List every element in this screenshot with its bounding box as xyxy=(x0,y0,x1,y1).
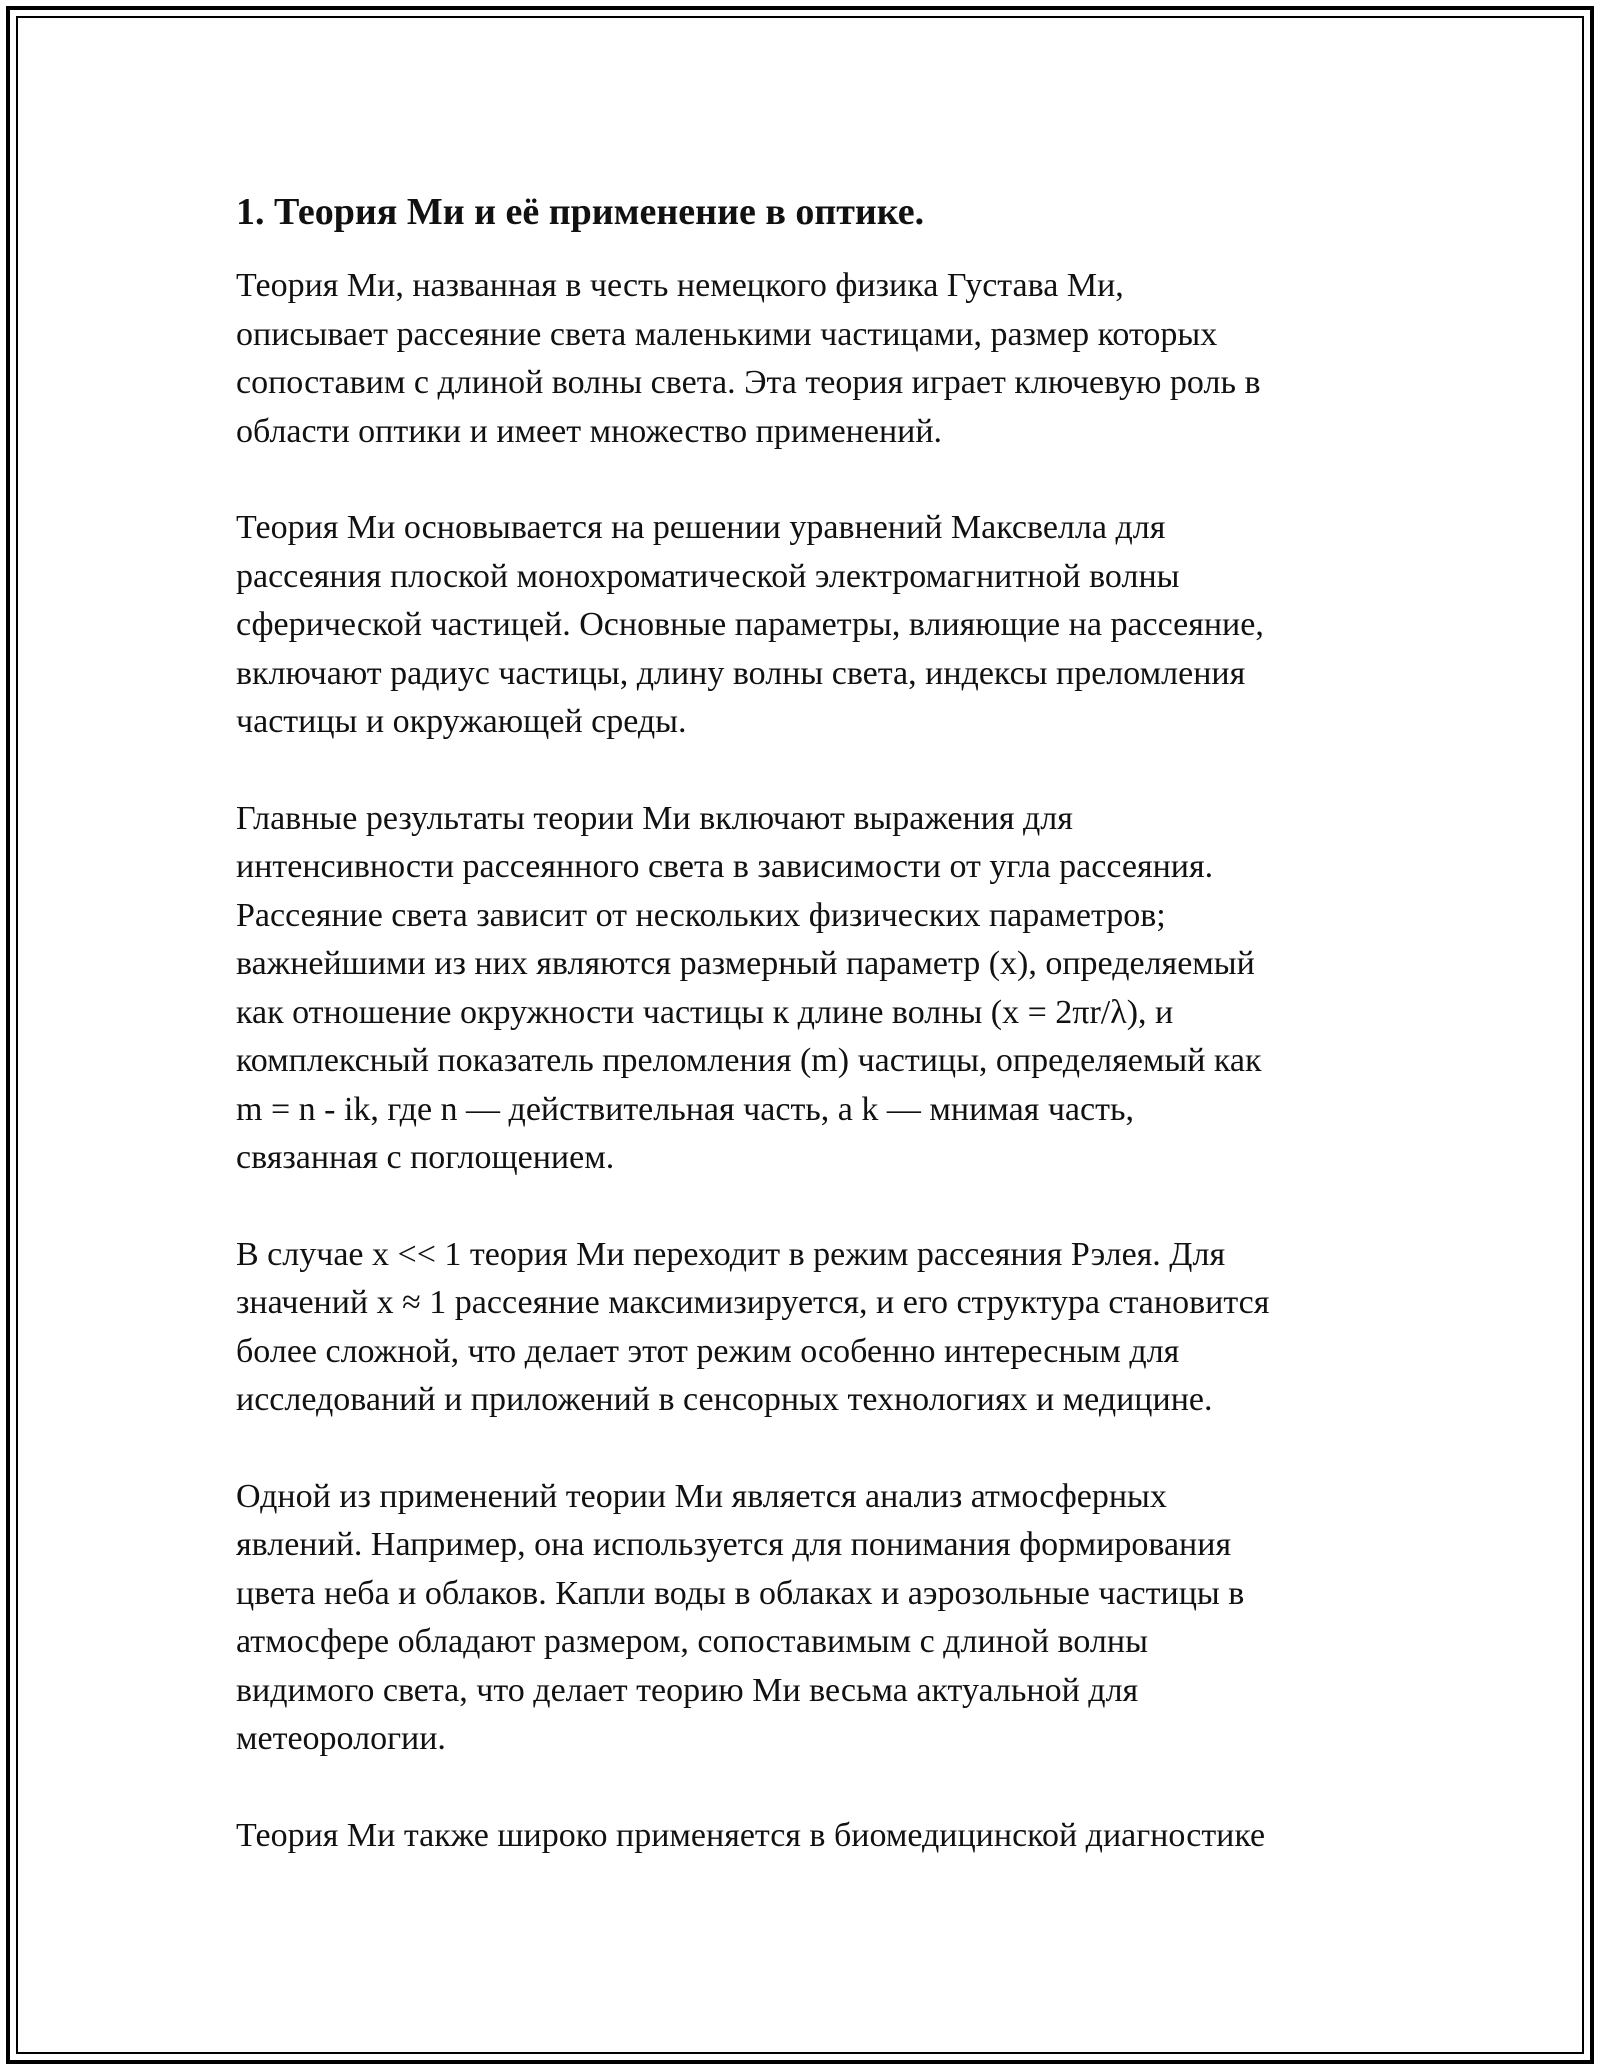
text-line: значений x ≈ 1 рассеяние максимизируется, и его структура становится xyxy=(236,1284,1270,1321)
text-line: Теория Ми основывается на решении уравнений Максвелла для xyxy=(236,509,1166,546)
text-line: явлений. Например, она используется для понимания формирования xyxy=(236,1526,1232,1563)
document-page xyxy=(236,186,1396,1908)
text-line: важнейшими из них являются размерный параметр (x), определяемый xyxy=(236,945,1255,982)
paragraph-maxwell xyxy=(236,504,1396,747)
paragraph-atmosphere xyxy=(236,1473,1396,1764)
text-line: цвета неба и облаков. Капли воды в облаках и аэрозольные частицы в xyxy=(236,1574,1245,1612)
text-line: Главные результаты теории Ми включают выражения для xyxy=(236,799,1073,837)
text-line: сферической частицей. Основные параметры, влияющие на рассеяние, xyxy=(236,606,1264,643)
paragraph-results xyxy=(236,795,1396,1183)
text-line: сопоставим с длиной волны света. Эта теория играет ключевую роль в xyxy=(236,364,1261,401)
text-line: частицы и окружающей среды. xyxy=(236,703,687,740)
text-line: Одной из применений теории Ми является анализ атмосферных xyxy=(236,1477,1167,1515)
text-line: комплексный показатель преломления (m) частицы, определяемый как xyxy=(236,1042,1262,1079)
text-line: Рассеяние света зависит от нескольких физических параметров; xyxy=(236,896,1166,934)
text-line: видимого света, что делает теорию Ми весьма актуальной для xyxy=(236,1671,1139,1709)
text-line: области оптики и имеет множество применений. xyxy=(236,412,943,450)
text-line: интенсивности рассеянного света в зависимости от угла рассеяния. xyxy=(236,848,1214,885)
text-line: исследований и приложений в сенсорных технологиях и медицине. xyxy=(236,1381,1213,1418)
paragraph-rayleigh xyxy=(236,1231,1396,1425)
document-title: 1. Теория Ми и её применение в оптике. xyxy=(236,191,925,233)
text-line: связанная с поглощением. xyxy=(236,1139,615,1176)
text-line: как отношение окружности частицы к длине волны (x = 2πr/λ), и xyxy=(236,993,1174,1031)
text-line: описывает рассеяние света маленькими частицами, размер которых xyxy=(236,315,1218,353)
text-line: рассеяния плоской монохроматической электромагнитной волны xyxy=(236,557,1180,595)
paragraph-intro xyxy=(236,262,1396,456)
text-line: В случае x << 1 теория Ми переходит в режим рассеяния Рэлея. Для xyxy=(236,1235,1226,1273)
text-line: Теория Ми, названная в честь немецкого физика Густава Ми, xyxy=(236,267,1124,304)
text-line: m = n - ik, где n — действительная часть, а k — мнимая часть, xyxy=(236,1090,1134,1128)
paragraph-biomedical xyxy=(236,1812,1396,1861)
text-line: более сложной, что делает этот режим особенно интересным для xyxy=(236,1332,1180,1370)
text-line: атмосфере обладают размером, сопоставимым с длиной волны xyxy=(236,1623,1148,1660)
text-line: включают радиус частицы, длину волны света, индексы преломления xyxy=(236,654,1246,692)
text-line: метеорологии. xyxy=(236,1720,446,1757)
text-line: Теория Ми также широко применяется в биомедицинской диагностике xyxy=(236,1816,1266,1854)
